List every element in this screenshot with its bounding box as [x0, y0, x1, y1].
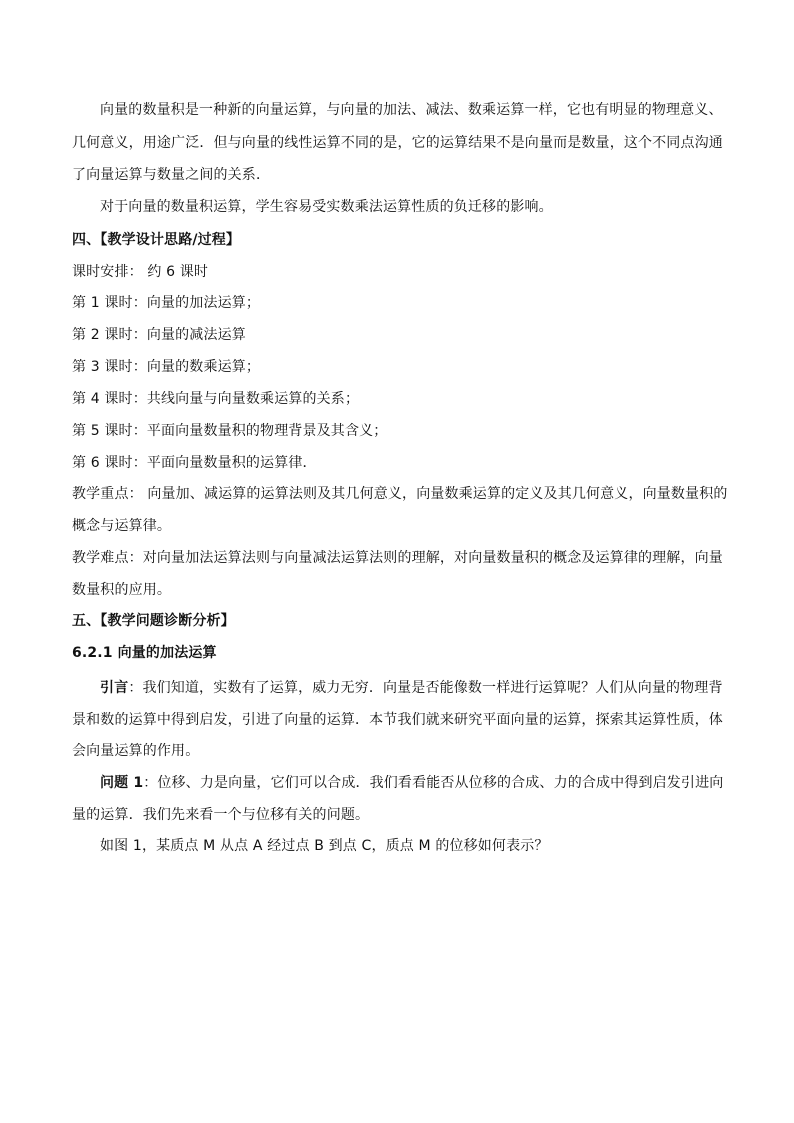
intro-paragraph-2: 对于向量的数量积运算，学生容易受实数乘法运算性质的负迁移的影响。: [100, 199, 553, 215]
section-4-heading: 四、【教学设计思路/过程】: [72, 232, 241, 248]
question-1-line-2: 量的运算．我们先来看一个与位移有关的问题。: [72, 807, 370, 823]
intro-paragraph-line-1: 向量的数量积是一种新的向量运算，与向量的加法、减法、数乘运算一样，它也有明显的物理意义、: [100, 102, 723, 118]
section-5-heading: 五、【教学问题诊断分析】: [72, 613, 235, 629]
intro-question-text-1: ：我们知道，实数有了运算，威力无穷．向量是否能像数一样进行运算呢？人们从向量的物理背: [128, 680, 723, 696]
question-1-text-1: ：位移、力是向量，它们可以合成．我们看看能否从位移的合成、力的合成中得到启发引进向: [143, 775, 724, 791]
lesson-item-4: 第 4 课时：共线向量与向量数乘运算的关系；: [72, 391, 360, 407]
figure-question: 如图 1，某质点 M 从点 A 经过点 B 到点 C，质点 M 的位移如何表示？: [100, 838, 549, 854]
lesson-item-6: 第 6 课时：平面向量数量积的运算律．: [72, 455, 317, 471]
question-1-label: 问题 1: [100, 775, 144, 791]
key-points-line-2: 概念与运算律。: [72, 518, 172, 534]
intro-paragraph-line-3: 了向量运算与数量之间的关系．: [72, 167, 271, 183]
lesson-item-2: 第 2 课时：向量的减法运算: [72, 327, 246, 343]
section-5-subheading: 6.2.1 向量的加法运算: [72, 645, 217, 661]
intro-paragraph-line-2: 几何意义，用途广泛．但与向量的线性运算不同的是，它的运算结果不是向量而是数量，这个不同点沟通: [72, 135, 723, 151]
difficulties-line-1: 教学难点：对向量加法运算法则与向量减法运算法则的理解，对向量数量积的概念及运算律的理解，向量: [72, 550, 723, 566]
difficulties-line-2: 数量积的应用。: [72, 582, 172, 598]
intro-question-line-3: 会向量运算的作用。: [72, 743, 200, 759]
intro-question-line-1: [100, 678, 723, 698]
lesson-item-1: 第 1 课时：向量的加法运算；: [72, 295, 261, 311]
lesson-schedule: 课时安排： 约 6 课时: [72, 264, 209, 280]
intro-question-line-2: 景和数的运算中得到启发，引进了向量的运算．本节我们就来研究平面向量的运算，探索其运算性质，体: [72, 712, 723, 728]
lesson-item-3: 第 3 课时：向量的数乘运算；: [72, 359, 261, 375]
key-points-line-1: 教学重点： 向量加、减运算的运算法则及其几何意义，向量数乘运算的定义及其几何意义，向量数量积的: [72, 486, 728, 502]
lesson-item-5: 第 5 课时：平面向量数量积的物理背景及其含义；: [72, 423, 388, 439]
intro-label: 引言: [100, 680, 129, 696]
question-1-line-1: [100, 773, 723, 793]
